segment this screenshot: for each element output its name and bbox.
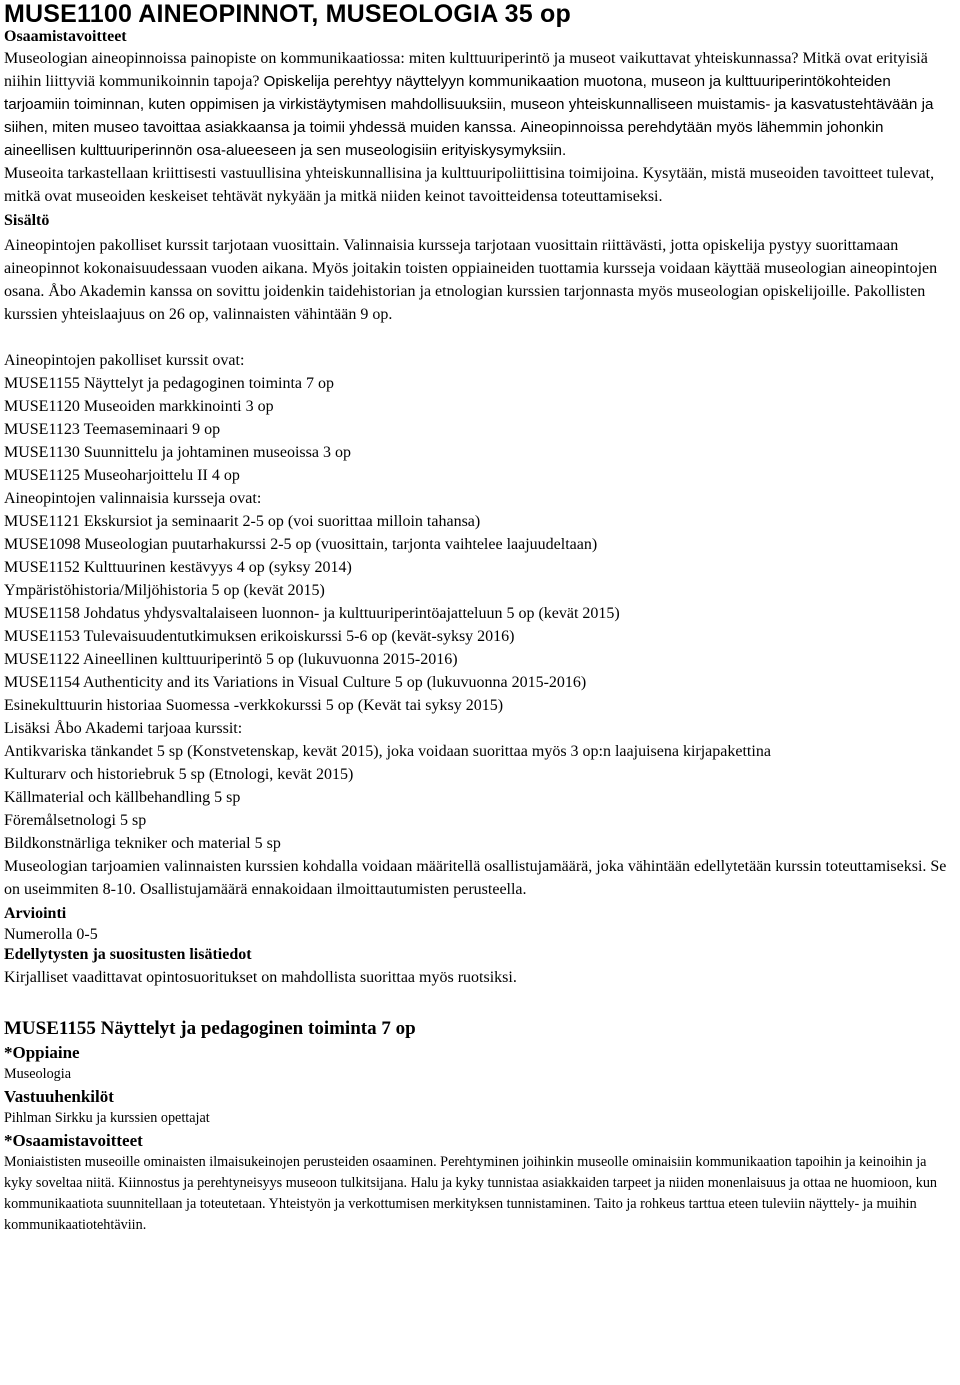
list-item: MUSE1155 Näyttelyt ja pedagoginen toiminta 7 op: [4, 375, 335, 392]
list-item: MUSE1122 Aineellinen kulttuuriperintö 5 op (lukuvuonna 2015-2016): [4, 651, 458, 668]
heading-sisalto: Sisältö: [4, 212, 50, 229]
list-heading-valinnaiset: Aineopintojen valinnaisia kursseja ovat:: [4, 490, 262, 507]
document-page: [4, 0, 956, 1236]
heading-course-osaamistavoitteet: *Osaamistavoitteet: [4, 1131, 143, 1150]
spacer: [4, 326, 956, 349]
oppiaine-text: Museologia: [4, 1066, 71, 1082]
heading-osaamistavoitteet: Osaamistavoitteet: [4, 28, 127, 45]
list-item: MUSE1123 Teemaseminaari 9 op: [4, 421, 221, 438]
vastuuhenkilot-text: Pihlman Sirkku ja kurssien opettajat: [4, 1110, 210, 1126]
list-item: Antikvariska tänkandet 5 sp (Konstvetenskap, kevät 2015), joka voidaan suorittaa myös 3 op:n laajuisena kirjapakettina: [4, 743, 771, 760]
list-item: MUSE1120 Museoiden markkinointi 3 op: [4, 398, 274, 415]
paragraph-osaamistavoitteet: [4, 47, 956, 162]
edellytykset-text: Kirjalliset vaadittavat opintosuoritukset on mahdollista suorittaa myös ruotsiksi.: [4, 969, 517, 986]
list-item: Kulturarv och historiebruk 5 sp (Etnologi, kevät 2015): [4, 766, 354, 783]
list-abo: [4, 740, 956, 855]
paragraph-note: Museologian tarjoamien valinnaisten kurssien kohdalla voidaan määritellä osallistujamäärä, joka vähintään edellytetään kurssin toteuttamiseksi. Se on useimmiten 8-10. Osallistujamäärä ennakoidaan ilmoittautumisten perusteella.: [4, 858, 947, 898]
paragraph-sisalto: Aineopintojen pakolliset kurssit tarjotaan vuosittain. Valinnaisia kursseja tarjotaan vuosittain riittävästi, jotta opiskelija pystyy suorittamaan aineopinnot kokonaisuudessaan vuoden aikana. Myös joitakin toisten oppiaineiden tuottamia kursseja voidaan käyttää museologian aineopintojen osana. Åbo Akademin kanssa on sovittu joidenkin taidehistorian ja etnologian kurssien tarjonnasta myös museologian opiskelijoille. Pakollisten kurssien yhteislaajuus on 26 op, valinnaisten vähintään 9 op.: [4, 237, 938, 323]
heading-oppiaine: *Oppiaine: [4, 1043, 80, 1062]
list-item: Ympäristöhistoria/Miljöhistoria 5 op (kevät 2015): [4, 582, 325, 599]
list-item: MUSE1158 Johdatus yhdysvaltalaiseen luonnon- ja kulttuuriperintöajatteluun 5 op (kevät 2015): [4, 605, 620, 622]
page-title: MUSE1100 AINEOPINNOT, MUSEOLOGIA 35 op: [4, 0, 571, 28]
text-segment: Aineopinnoissa perehdytään myös lähemmin johonkin aineellisen kulttuuriperinnön osa-alueeseen ja sen museologisiin erityiskysymyksiin.: [4, 119, 884, 159]
list-item: MUSE1154 Authenticity and its Variations in Visual Culture 5 op (lukuvuonna 2015-2016): [4, 674, 587, 691]
list-valinnaiset: [4, 510, 956, 717]
list-pakolliset: [4, 372, 956, 487]
text-segment: Museologian aineopinnoissa painopiste on kommunikaatiossa: miten kulttuuriperintö ja museot vaikuttavat yhteiskunnassa? Mitkä ovat erityisiä niihin liittyviä kommunikoinnin tapoja?: [4, 50, 928, 90]
arviointi-text: Numerolla 0-5: [4, 926, 98, 943]
list-item: Källmaterial och källbehandling 5 sp: [4, 789, 241, 806]
list-item: MUSE1130 Suunnittelu ja johtaminen museoissa 3 op: [4, 444, 351, 461]
course-osaamistavoitteet-text: Moniaististen museoille ominaisten ilmaisukeinojen perusteiden osaaminen. Perehtyminen joihinkin museolle ominaisiin kommunikaation tapoihin ja keinoihin ja kyky soveltaa niitä. Kiinnostus ja perehtyneisyys museoon tulkitsijana. Halu ja kyky tunnistaa asiakkaiden tarpeet ja niiden monenlaisuus ja ottaa ne huomioon, kun kommunikaatiota suunnitellaan ja toteutetaan. Yhteistyön ja verkottumisen merkityksen tunnistaminen. Taito ja rohkeus tarttua eteen tuleviin näyttely- ja muihin kommunikaatiotehtäviin.: [4, 1154, 938, 1233]
list-item: MUSE1098 Museologian puutarhakurssi 2-5 op (vuosittain, tarjonta vaihtelee laajuudeltaan): [4, 536, 598, 553]
text-segment: Opiskelija perehtyy näyttelyyn kommunikaation muotona, museon ja kulttuuriperintökohteiden tarjoamiin toiminnan, kuten oppimisen ja virkistäytymisen mahdollisuuksiin, museon yhteiskunnalliseen muistamis- ja kasvatustehtävään ja siihen, miten museo tavoittaa asiakkaansa ja toimii yhdessä muiden kanssa.: [4, 73, 934, 136]
heading-vastuuhenkilot: Vastuuhenkilöt: [4, 1087, 114, 1106]
list-heading-pakolliset: Aineopintojen pakolliset kurssit ovat:: [4, 352, 245, 369]
list-item: MUSE1152 Kulttuurinen kestävyys 4 op (syksy 2014): [4, 559, 352, 576]
heading-arviointi: Arviointi: [4, 905, 67, 922]
heading-edellytykset: Edellytysten ja suositusten lisätiedot: [4, 946, 252, 963]
list-item: Föremålsetnologi 5 sp: [4, 812, 147, 829]
list-item: Esinekulttuurin historiaa Suomessa -verkkokurssi 5 op (Kevät tai syksy 2015): [4, 697, 504, 714]
list-item: MUSE1153 Tulevaisuudentutkimuksen erikoiskurssi 5-6 op (kevät-syksy 2016): [4, 628, 515, 645]
list-item: MUSE1121 Ekskursiot ja seminaarit 2-5 op (voi suorittaa milloin tahansa): [4, 513, 481, 530]
course-title: MUSE1155 Näyttelyt ja pedagoginen toiminta 7 op: [4, 1018, 416, 1039]
list-item: MUSE1125 Museoharjoittelu II 4 op: [4, 467, 240, 484]
spacer: [4, 989, 956, 1017]
paragraph-museoita: Museoita tarkastellaan kriittisesti vastuullisina yhteiskunnallisina ja kulttuuripoliittisina toimijoina. Kysytään, mistä museoiden tavoitteet tulevat, mitkä ovat museoiden keskeiset tehtävät nykyään ja mitkä niiden keinot tavoitteidensa toteuttamiseksi.: [4, 165, 935, 205]
list-heading-abo: Lisäksi Åbo Akademi tarjoaa kurssit:: [4, 720, 243, 737]
list-item: Bildkonstnärliga tekniker och material 5 sp: [4, 835, 281, 852]
